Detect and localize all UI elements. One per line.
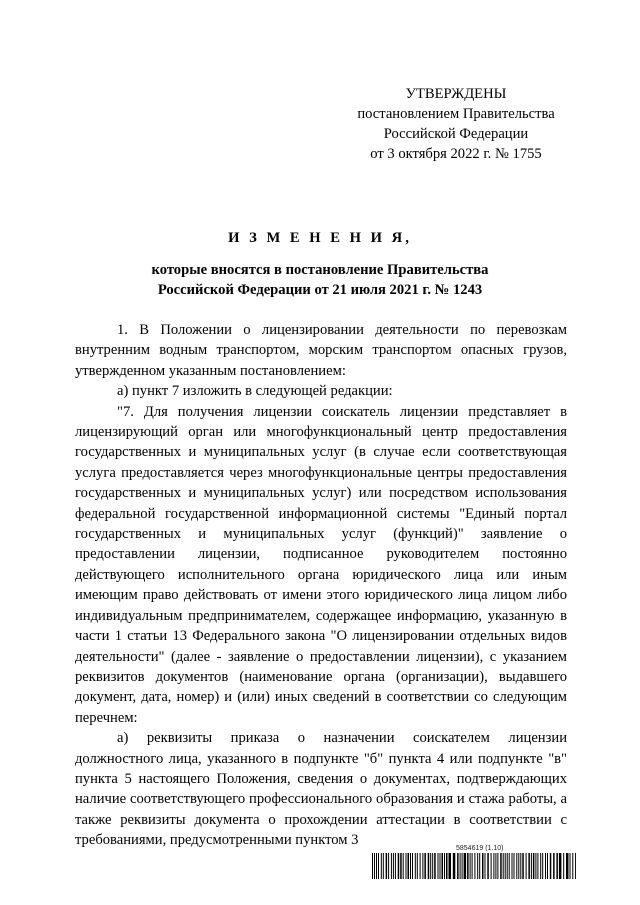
- approval-line: Российской Федерации: [383, 126, 529, 142]
- barcode-image: [372, 853, 576, 879]
- document-subtitle: [0, 260, 640, 300]
- paragraph: 1. В Положении о лицензировании деятельности по перевозкам внутренним водным транспортом, морским транспортом опасных грузов, утвержденном указанным постановлением:: [75, 322, 567, 379]
- subtitle-line: которые вносятся в постановление Правительства: [151, 262, 489, 278]
- paragraph: "7. Для получения лицензии соискатель лицензии представляет в лицензирующий орган или многофункциональный центр предоставления государственных и муниципальных услуг (в случае если соответствующая услуга предоставляется через многофункциональные центры предоставления государственных и муниципальных услуг) или посредством использования федеральной государственной информационной системы "Единый портал государственных и муниципальных услуг (функций)" заявление о предоставлении лицензии, подписанное руководителем постоянно действующего исполнительного органа юридического лица или иным имеющим право действовать от имени этого юридического лица лицом либо индивидуальным предпринимателем, содержащее информацию, указанную в части 1 статьи 13 Федерального закона "О лицензировании отдельных видов деятельности" (далее - заявление о предоставлении лицензии), с указанием реквизитов документов (наименование органа (организации), выдавшего документ, дата, номер) и (или) иных сведений в соответствии со следующим перечнем:: [75, 403, 567, 726]
- approval-date-number: от 3 октября 2022 г. № 1755: [370, 146, 542, 162]
- barcode-number: 5854619 (1.10): [456, 845, 504, 852]
- paragraph: а) реквизиты приказа о назначении соискателем лицензии должностного лица, указанного в подпункте "б" пункта 4 или подпункте "в" пункта 5 настоящего Положения, сведения о документах, подтверждающих наличие соответствующего профессионального образования и стажа работы, а также реквизиты документа о прохождении аттестации в соответствии с требованиями, предусмотренными пунктом 3: [75, 730, 567, 849]
- approval-line: постановлением Правительства: [357, 106, 555, 122]
- approval-block: [336, 84, 576, 164]
- subtitle-line: Российской Федерации от 21 июля 2021 г. № 1243: [157, 282, 483, 298]
- document-body: [75, 320, 567, 851]
- approval-heading: УТВЕРЖДЕНЫ: [405, 86, 507, 102]
- paragraph: а) пункт 7 изложить в следующей редакции:: [117, 383, 393, 400]
- document-title: И З М Е Н Е Н И Я,: [228, 230, 412, 246]
